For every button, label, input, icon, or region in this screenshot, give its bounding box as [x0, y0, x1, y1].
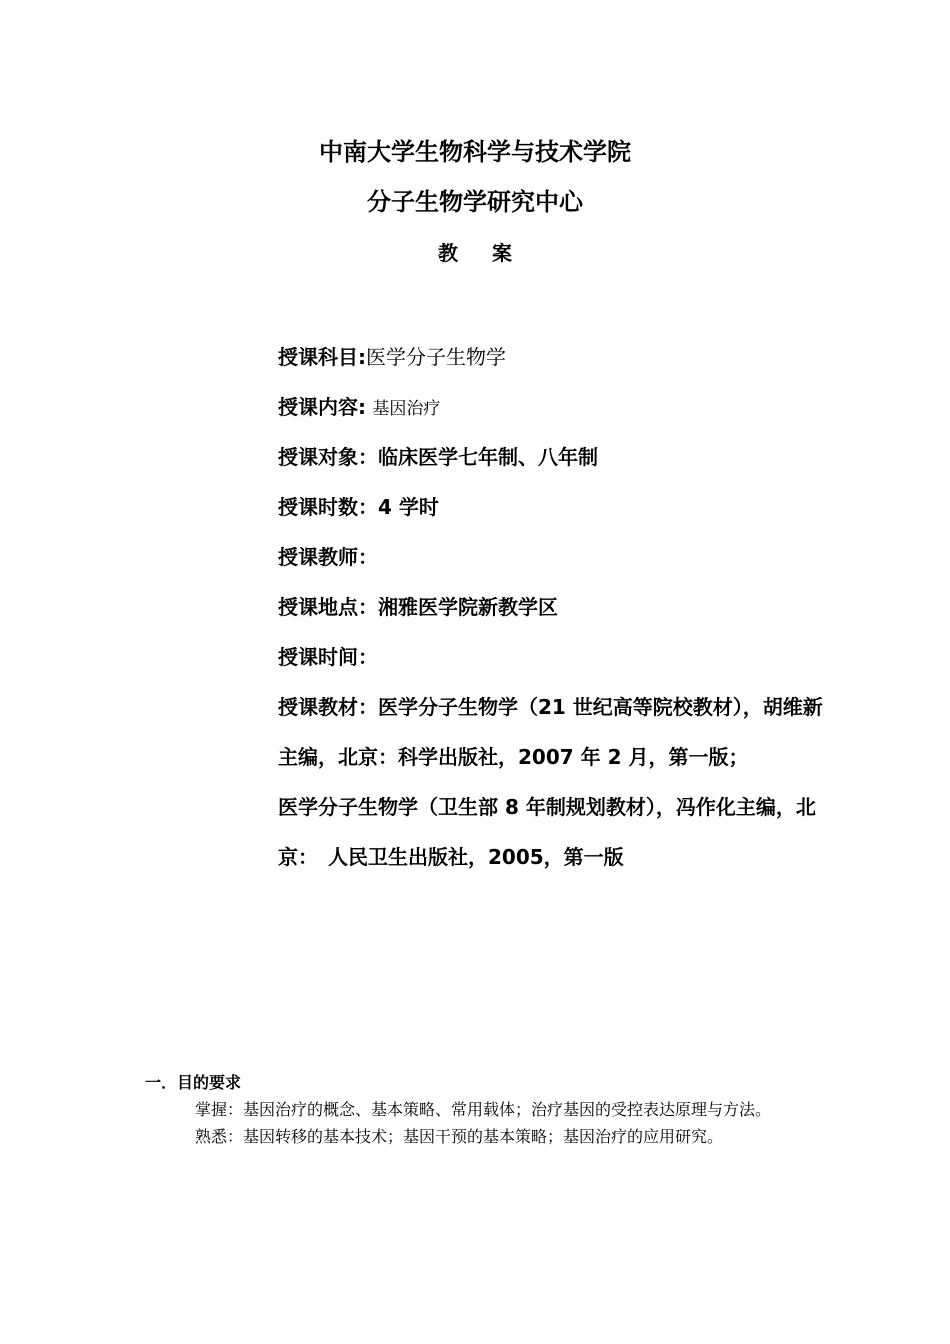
course-location-value: 湘雅医学院新教学区	[378, 595, 558, 619]
course-info	[278, 332, 823, 882]
document-type-title: 教案	[438, 241, 546, 265]
course-time-label: 授课时间：	[278, 645, 378, 669]
objectives-master-paragraph: 掌握：基因治疗的概念、基本策略、常用载体；治疗基因的受控表达原理与方法。	[195, 1100, 772, 1119]
course-hours-row	[278, 482, 823, 532]
course-textbook-primary: 授课教材：医学分子生物学（21 世纪高等院校教材），胡维新主编，北京：科学出版社，2007 年 2 月，第一版；	[278, 695, 823, 769]
course-location-label: 授课地点：	[278, 595, 378, 619]
course-audience-value: 临床医学七年制、八年制	[378, 445, 598, 469]
course-audience-label: 授课对象：	[278, 445, 378, 469]
course-textbook-secondary: 医学分子生物学（卫生部 8 年制规划教材），冯作化主编，北京： 人民卫生出版社，2005，第一版	[278, 795, 816, 869]
objectives-heading: 一．目的要求	[145, 1073, 242, 1092]
course-subject-row	[278, 332, 823, 382]
course-content-value: 基因治疗	[372, 399, 441, 419]
course-location-row	[278, 582, 823, 632]
course-subject-label: 授课科目:	[278, 345, 366, 369]
course-content-row	[278, 382, 823, 432]
course-time-row	[278, 632, 823, 682]
course-teacher-label: 授课教师：	[278, 545, 378, 569]
course-hours-label: 授课时数：	[278, 495, 378, 519]
center-title: 分子生物学研究中心	[367, 188, 583, 216]
objectives-body	[195, 1096, 807, 1150]
course-teacher-row	[278, 532, 823, 582]
objectives-section	[145, 1070, 825, 1150]
course-content-label: 授课内容:	[278, 395, 366, 419]
course-subject-value: 医学分子生物学	[366, 345, 506, 369]
course-hours-value: 4 学时	[378, 495, 439, 519]
objectives-familiar-paragraph: 熟悉：基因转移的基本技术；基因干预的基本策略；基因治疗的应用研究。	[195, 1127, 724, 1146]
school-title: 中南大学生物科学与技术学院	[319, 138, 631, 166]
course-audience-row	[278, 432, 823, 482]
